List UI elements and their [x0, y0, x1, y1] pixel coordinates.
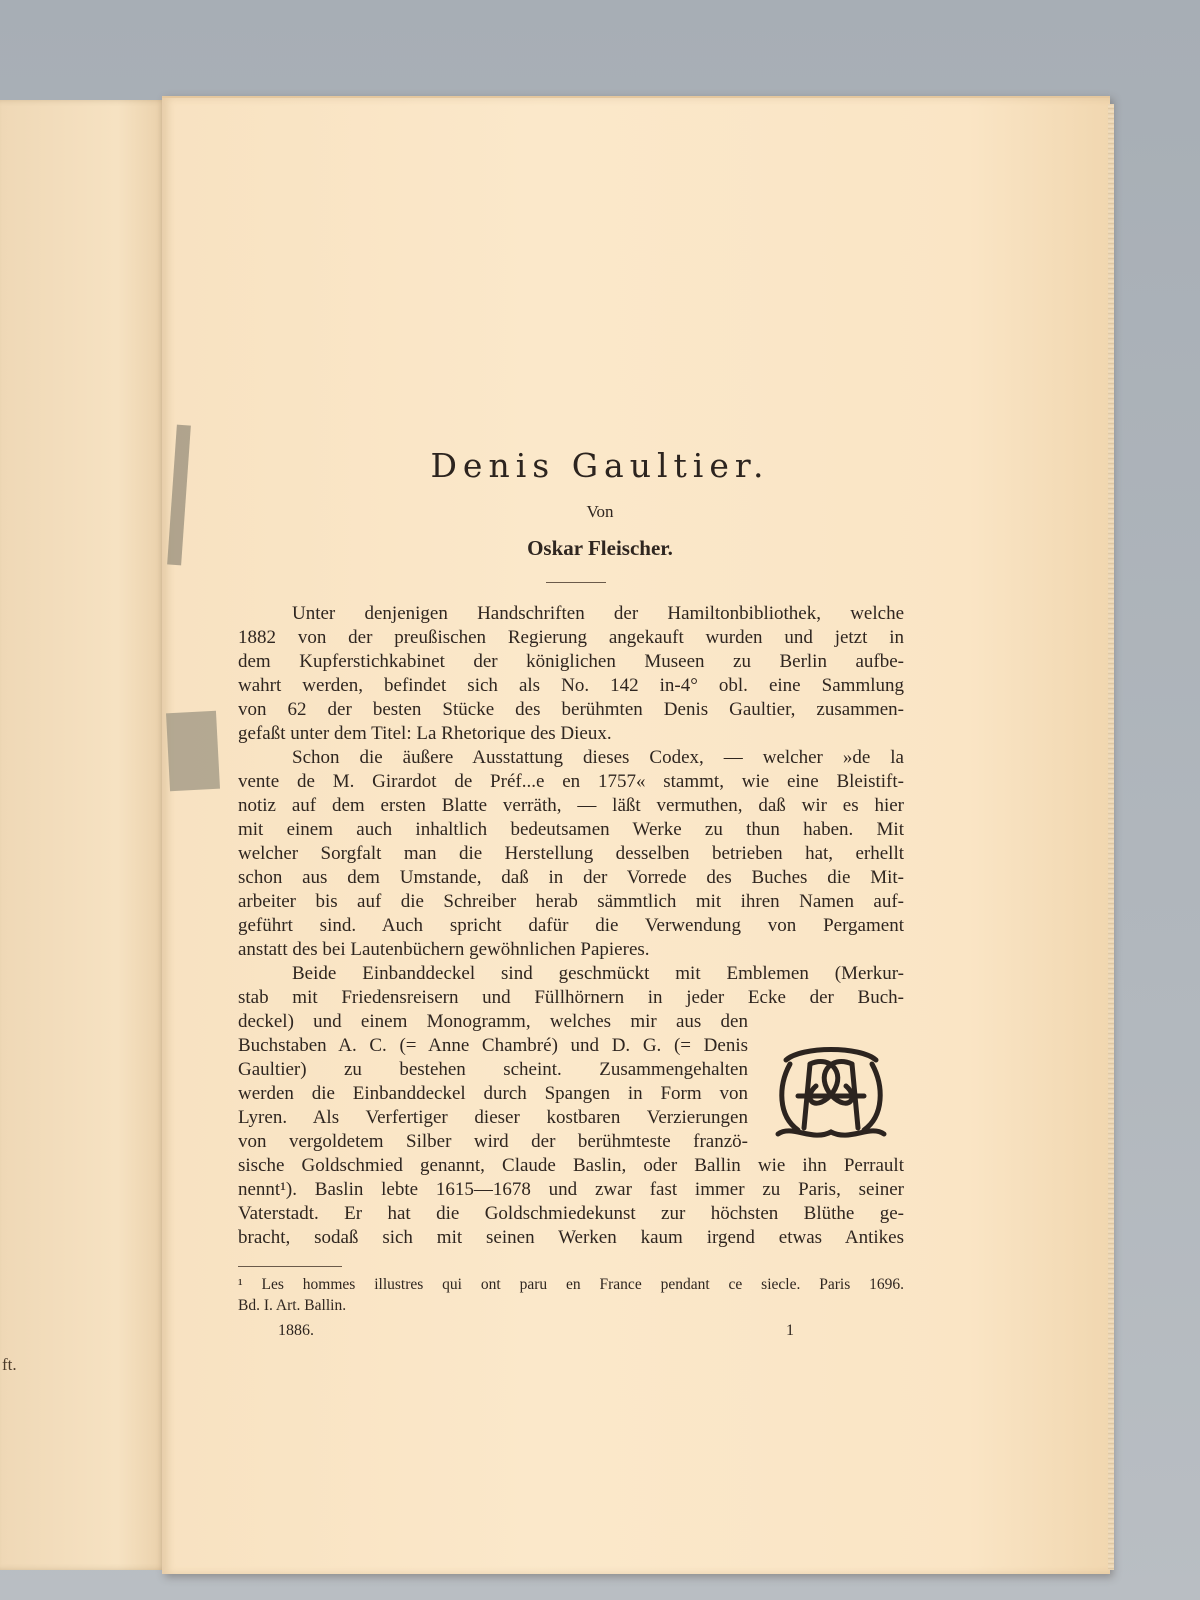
body-line: deckel) und einem Monogramm, welches mir aus den: [238, 1011, 748, 1032]
byline-prefix: Von: [586, 502, 614, 521]
left-page: [0, 100, 168, 1570]
body-line: gefaßt unter dem Titel: La Rhetorique des Dieux.: [238, 723, 612, 744]
monogram-icon: [772, 1046, 890, 1146]
footnote-divider: [238, 1266, 342, 1267]
footnote-line: Bd. I. Art. Ballin.: [238, 1297, 347, 1314]
page-edges: [1108, 104, 1114, 1570]
tape-mark: [166, 711, 220, 792]
body-line: 1882 von der preußischen Regierung angekauft wurden und jetzt in: [238, 627, 904, 648]
body-line: mit einem auch inhaltlich bedeutsamen Werke zu thun haben. Mit: [238, 819, 904, 840]
body-line: sische Goldschmied genannt, Claude Baslin, oder Ballin wie ihn Perrault: [238, 1155, 904, 1176]
body-line: wahrt werden, befindet sich als No. 142 in-4° obl. eine Sammlung: [238, 675, 904, 696]
body-line: Lyren. Als Verfertiger dieser kostbaren Verzierungen: [238, 1107, 748, 1128]
body-line: von 62 der besten Stücke des berühmten Denis Gaultier, zusammen-: [238, 699, 904, 720]
title-divider: [546, 582, 606, 583]
body-line: Unter denjenigen Handschriften der Hamiltonbibliothek, welche: [292, 603, 904, 624]
body-line: schon aus dem Umstande, daß in der Vorrede des Buches die Mit-: [238, 867, 904, 888]
body-line: dem Kupferstichkabinet der königlichen Museen zu Berlin aufbe-: [238, 651, 904, 672]
body-line: Schon die äußere Ausstattung dieses Codex, — welcher »de la: [292, 747, 904, 768]
body-line: Vaterstadt. Er hat die Goldschmiedekunst zur höchsten Blüthe ge-: [238, 1203, 904, 1224]
page-number: 1: [786, 1322, 794, 1339]
body-line: welcher Sorgfalt man die Herstellung desselben betrieben hat, erhellt: [238, 843, 904, 864]
article-title: Denis Gaultier.: [430, 446, 770, 485]
body-line: geführt sind. Auch spricht dafür die Verwendung von Pergament: [238, 915, 904, 936]
author-name: Oskar Fleischer.: [527, 536, 673, 560]
body-line: anstatt des bei Lautenbüchern gewöhnlichen Papieres.: [238, 939, 650, 960]
left-page-text-fragment: ft.: [2, 1355, 17, 1374]
body-line: nennt¹). Baslin lebte 1615—1678 und zwar fast immer zu Paris, seiner: [238, 1179, 904, 1200]
footnote-line: ¹ Les hommes illustres qui ont paru en France pendant ce siecle. Paris 1696.: [238, 1276, 904, 1293]
body-line: bracht, sodaß sich mit seinen Werken kaum irgend etwas Antikes: [238, 1227, 904, 1248]
body-line: werden die Einbanddeckel durch Spangen in Form von: [238, 1083, 748, 1104]
body-line: Beide Einbanddeckel sind geschmückt mit Emblemen (Merkur-: [292, 963, 904, 984]
body-line: von vergoldetem Silber wird der berühmteste franzö-: [238, 1131, 748, 1152]
body-line: stab mit Friedensreisern und Füllhörnern in jeder Ecke der Buch-: [238, 987, 904, 1008]
body-line: vente de M. Girardot de Préf...e en 1757« stammt, wie eine Bleistift-: [238, 771, 904, 792]
body-line: notiz auf dem ersten Blatte verräth, — läßt vermuthen, daß wir es hier: [238, 795, 904, 816]
footnote: [238, 1274, 904, 1316]
body-line: arbeiter bis auf die Schreiber herab sämmtlich mit ihren Namen auf-: [238, 891, 904, 912]
body-line: Buchstaben A. C. (= Anne Chambré) und D. G. (= Denis: [238, 1035, 748, 1056]
article-body: [238, 602, 904, 1250]
footer-year: 1886.: [278, 1322, 314, 1339]
body-line: Gaultier) zu bestehen scheint. Zusammengehalten: [238, 1059, 748, 1080]
